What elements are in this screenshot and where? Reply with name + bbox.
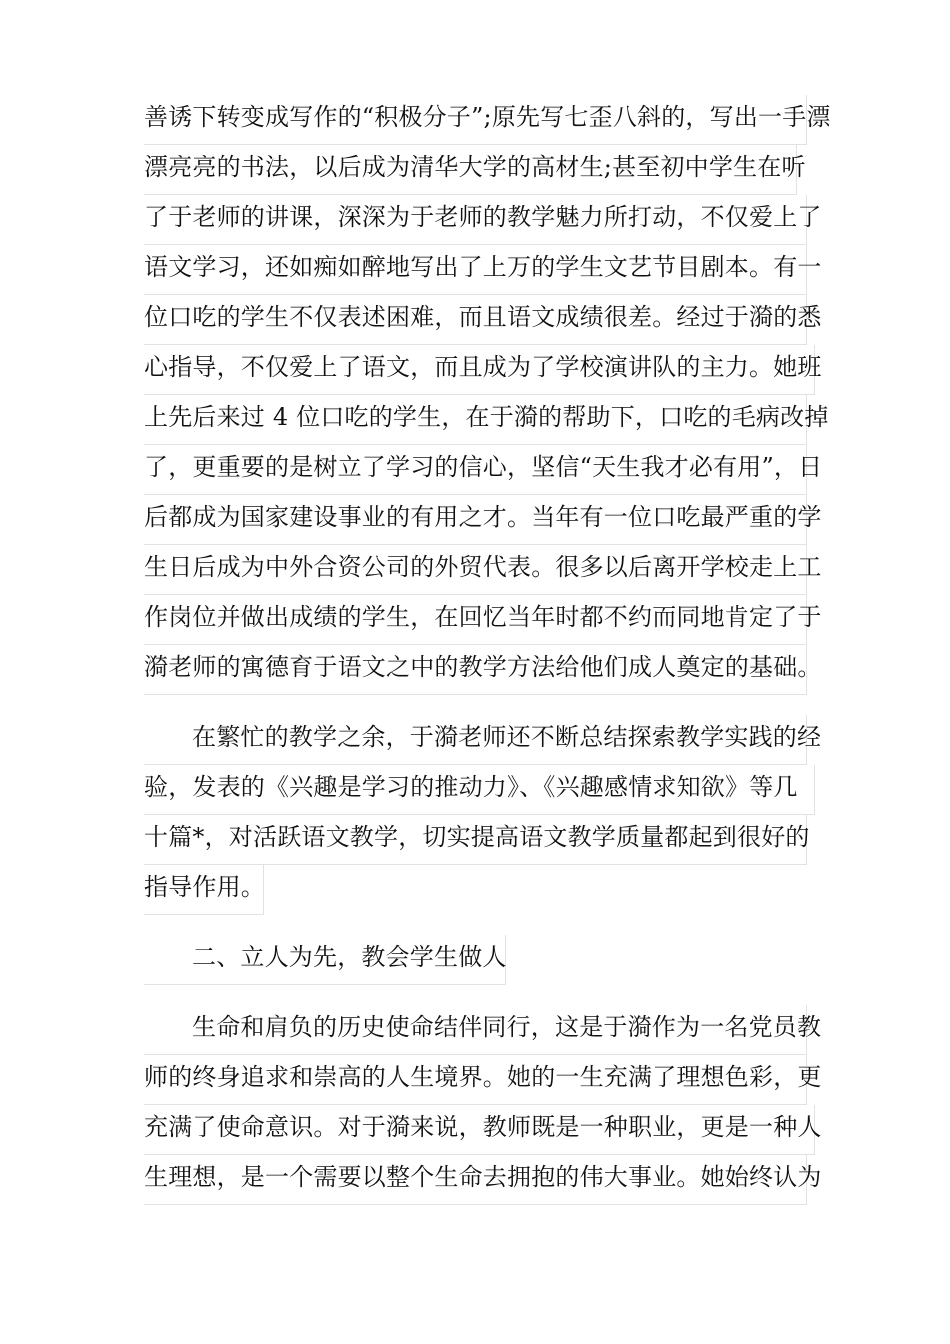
paragraph-line: 验，发表的《兴趣是学习的推动力》、《兴趣感情求知欲》等几 <box>144 765 815 815</box>
paragraph-line: 漪老师的寓德育于语文之中的教学方法给他们成人奠定的基础。 <box>144 645 807 695</box>
paragraph-line: 师的终身追求和崇高的人生境界。她的一生充满了理想色彩，更 <box>144 1055 807 1105</box>
paragraph-line: 后都成为国家建设事业的有用之才。当年有一位口吃最严重的学 <box>144 495 807 545</box>
paragraph-line: 善诱下转变成写作的“积极分子”;原先写七歪八斜的，写出一手漂 <box>144 95 807 145</box>
paragraph-line: 心指导，不仅爱上了语文，而且成为了学校演讲队的主力。她班 <box>144 345 815 395</box>
paragraph-line: 漂亮亮的书法，以后成为清华大学的高材生;甚至初中学生在听 <box>144 145 797 195</box>
paragraph-line: 在繁忙的教学之余，于漪老师还不断总结探索教学实践的经 <box>144 715 807 765</box>
paragraph-line: 作岗位并做出成绩的学生，在回忆当年时都不约而同地肯定了于 <box>144 595 807 645</box>
paragraph-line: 生理想，是一个需要以整个生命去拥抱的伟大事业。她始终认为 <box>144 1155 807 1205</box>
paragraph-line: 了于老师的讲课，深深为于老师的教学魅力所打动，不仅爱上了 <box>144 195 807 245</box>
paragraph-line: 位口吃的学生不仅表述困难，而且语文成绩很差。经过于漪的悉 <box>144 295 807 345</box>
paragraph-line: 生日后成为中外合资公司的外贸代表。很多以后离开学校走上工 <box>144 545 807 595</box>
paragraph-line: 语文学习，还如痴如醉地写出了上万的学生文艺节目剧本。有一 <box>144 245 807 295</box>
paragraph-line: 指导作用。 <box>144 865 264 915</box>
paragraph-line: 了，更重要的是树立了学习的信心，坚信“天生我才必有用”，日 <box>144 445 807 495</box>
paragraph-line: 生命和肩负的历史使命结伴同行，这是于漪作为一名党员教 <box>144 1005 807 1055</box>
section-heading: 二、立人为先，教会学生做人 <box>144 935 506 985</box>
paragraph-line: 充满了使命意识。对于漪来说，教师既是一种职业，更是一种人 <box>144 1105 815 1155</box>
paragraph-line: 上先后来过 4 位口吃的学生，在于漪的帮助下，口吃的毛病改掉 <box>144 395 807 445</box>
paragraph-line: 十篇*，对活跃语文教学，切实提高语文教学质量都起到很好的 <box>144 815 807 865</box>
